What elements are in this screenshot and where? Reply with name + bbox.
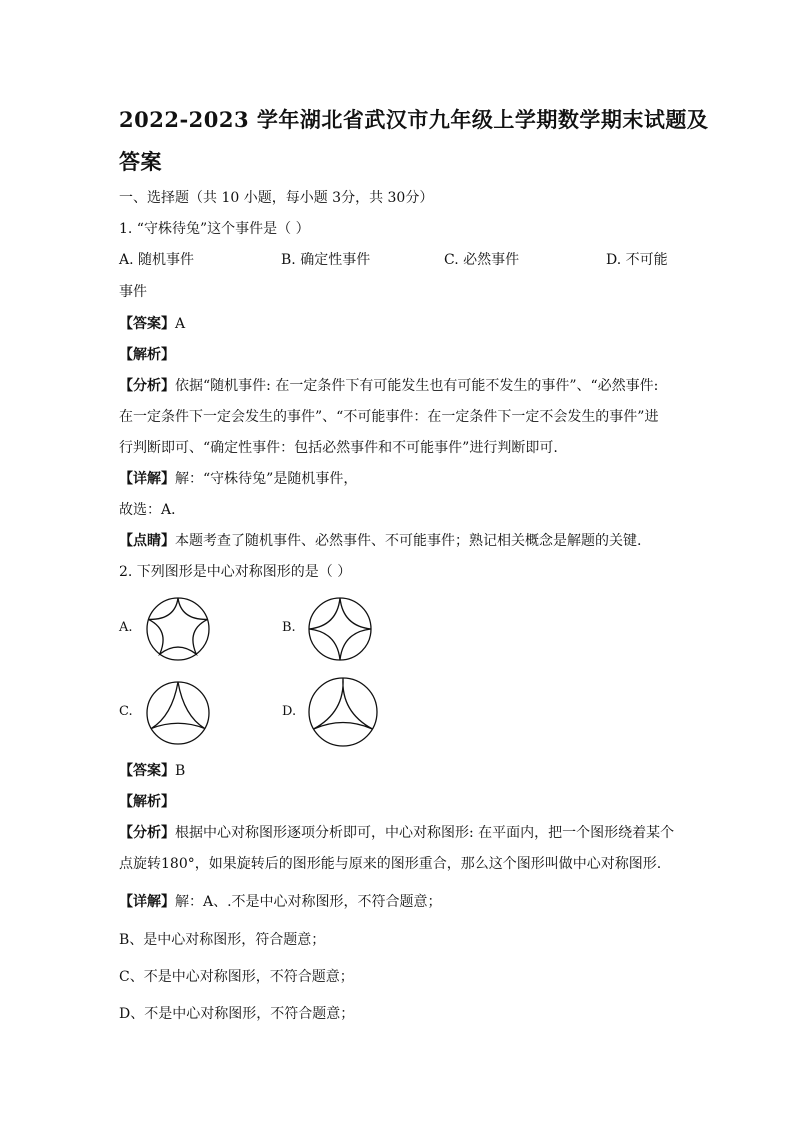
- q2-label-b: B.: [282, 620, 296, 635]
- fenxi-tag: 【分析】: [119, 825, 175, 841]
- q1-stem: 1. “守株待兔”这个事件是（ ）: [119, 221, 310, 237]
- xiangjie-text: 解：A、.不是中心对称图形，不符合题意；: [175, 894, 442, 910]
- dianjing-text: 本题考查了随机事件、必然事件、不可能事件；熟记相关概念是解题的关键.: [175, 533, 642, 549]
- q1-option-b: B. 确定性事件: [281, 252, 371, 268]
- q1-option-a: A. 随机事件: [119, 252, 195, 268]
- xiangjie-tag: 【详解】: [119, 894, 175, 910]
- answer-value: A: [175, 316, 186, 332]
- q2-label-a: A.: [119, 620, 133, 635]
- figure-d-triangle-arcs: [307, 676, 379, 748]
- q2-stem: 2. 下列图形是中心对称图形的是（ ）: [119, 564, 352, 580]
- q1-analysis-tag: 【解析】: [119, 347, 175, 363]
- q1-option-d: D. 不可能: [606, 252, 668, 268]
- q1-answer: [119, 313, 185, 333]
- q1-fenxi-line2: 在一定条件下一定会发生的事件”、“不可能事件：在一定条件下一定不会发生的事件”进: [119, 409, 659, 425]
- q1-option-c: C. 必然事件: [444, 252, 520, 268]
- fenxi-text: 根据中心对称图形逐项分析即可，中心对称图形: 在平面内，把一个图形绕着某个: [175, 825, 675, 841]
- fenxi-text: 依据“随机事件: 在一定条件下有可能发生也有可能不发生的事件”、“必然事件:: [175, 378, 659, 394]
- doc-title-line2: 答案: [119, 149, 162, 174]
- q1-fenxi-line3: 行判断即可、“确定性事件：包括必然事件和不可能事件”进行判断即可.: [119, 440, 558, 456]
- q1-xiangjie: [119, 468, 357, 488]
- q2-line-d: D、不是中心对称图形，不符合题意；: [119, 1006, 355, 1022]
- figure-c-triangle-arcs: [145, 680, 211, 746]
- q2-line-c: C、不是中心对称图形，不符合题意；: [119, 969, 354, 985]
- section-heading: 一、选择题（共 10 小题，每小题 3分，共 30分）: [119, 190, 434, 206]
- xiangjie-text: 解：“守株待兔”是随机事件，: [175, 471, 358, 487]
- dianjing-tag: 【点睛】: [119, 533, 175, 549]
- answer-value: B: [175, 763, 186, 779]
- q2-analysis-tag: 【解析】: [119, 794, 175, 810]
- q1-guxuan: 故选：A．: [119, 502, 186, 518]
- q2-fenxi-line1: [119, 822, 674, 842]
- fenxi-tag: 【分析】: [119, 378, 175, 394]
- q2-label-c: C.: [119, 704, 133, 719]
- q1-dianjing: [119, 530, 641, 550]
- doc-title-line1: 2022-2023 学年湖北省武汉市九年级上学期数学期末试题及: [119, 107, 709, 132]
- q2-label-d: D.: [282, 704, 297, 719]
- answer-tag: 【答案】: [119, 763, 175, 779]
- answer-tag: 【答案】: [119, 316, 175, 332]
- figure-a-pentagon-arcs: [145, 596, 211, 662]
- xiangjie-tag: 【详解】: [119, 471, 175, 487]
- q2-answer: [119, 760, 185, 780]
- figure-b-square-arcs: [307, 596, 373, 662]
- q2-fenxi-line2: 点旋转180°，如果旋转后的图形能与原来的图形重合，那么这个图形叫做中心对称图形.: [119, 856, 662, 872]
- q1-fenxi-line1: [119, 375, 658, 395]
- q2-xiangjie: [119, 891, 442, 911]
- q2-line-b: B、是中心对称图形，符合题意；: [119, 932, 326, 948]
- q1-option-d-cont: 事件: [119, 284, 147, 300]
